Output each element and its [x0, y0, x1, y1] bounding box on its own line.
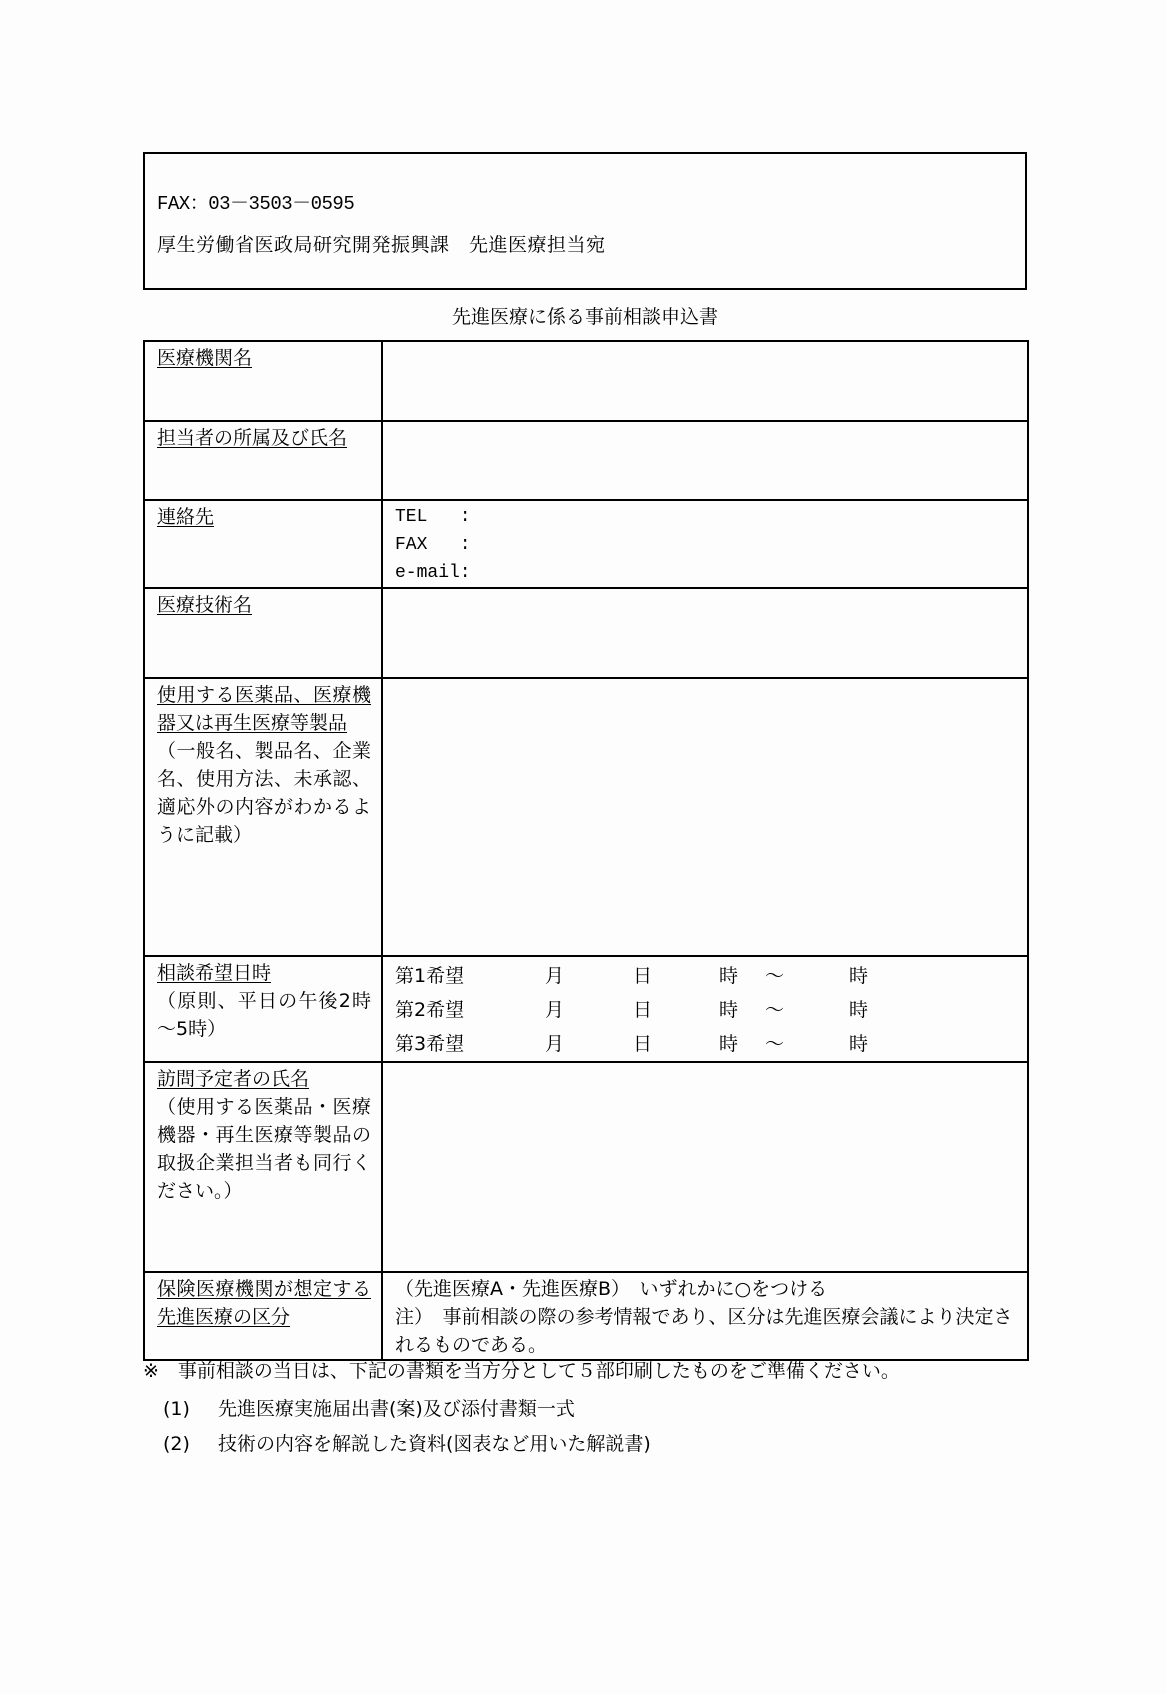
label-cell [144, 678, 382, 956]
consultation-form-table [143, 340, 1029, 1361]
label-cell [144, 588, 382, 678]
preference-row-1[interactable] [395, 959, 1017, 993]
email-field[interactable]: e-mail: [395, 563, 471, 583]
category-footnote: 注） 事前相談の際の参考情報であり、区分は先進医療会議により決定されるものである。 [395, 1306, 1013, 1356]
row-visitors [144, 1062, 1028, 1272]
field-label: 保険医療機関が想定する先進医療の区分 [157, 1278, 371, 1328]
preferred-datetime-cell [382, 956, 1028, 1062]
row-products-used [144, 678, 1028, 956]
fax-number: FAX：03－3503－0595 [157, 193, 355, 215]
preference-label: 第2希望 [395, 999, 465, 1021]
field-label: 訪問予定者の氏名 [157, 1068, 310, 1090]
item-text: 先進医療実施届出書(案)及び添付書類一式 [218, 1398, 575, 1420]
notes-item-1 [163, 1396, 575, 1422]
range-separator: ～ [765, 999, 785, 1021]
label-cell [144, 500, 382, 588]
end-hour-field[interactable]: 時 [849, 965, 869, 987]
technology-name-field[interactable] [382, 588, 1028, 678]
item-number: (1) [163, 1398, 190, 1420]
fax-destination: 厚生労働省医政局研究開発振興課 先進医療担当宛 [157, 234, 606, 256]
fax-field[interactable]: FAX : [395, 535, 471, 555]
row-contact-person [144, 421, 1028, 500]
category-options[interactable]: （先進医療A・先進医療B） いずれかに○をつける [395, 1278, 828, 1300]
day-field[interactable]: 日 [633, 1033, 653, 1055]
category-cell[interactable] [382, 1272, 1028, 1360]
month-field[interactable]: 月 [545, 965, 565, 987]
item-number: (2) [163, 1433, 190, 1455]
preference-label: 第1希望 [395, 965, 465, 987]
label-cell [144, 1272, 382, 1360]
field-label: 担当者の所属及び氏名 [157, 427, 348, 449]
field-label: 医療技術名 [157, 594, 253, 616]
row-preferred-datetime [144, 956, 1028, 1062]
range-separator: ～ [765, 1033, 785, 1055]
start-hour-field[interactable]: 時 [719, 999, 739, 1021]
field-label: 医療機関名 [157, 347, 253, 369]
field-label: 連絡先 [157, 506, 215, 528]
form-title: 先進医療に係る事前相談申込書 [451, 306, 718, 328]
label-cell [144, 421, 382, 500]
preference-label: 第3希望 [395, 1033, 465, 1055]
label-cell [144, 956, 382, 1062]
contact-info-cell [382, 500, 1028, 588]
field-note: （使用する医薬品・医療機器・再生医療等製品の取扱企業担当者も同行ください。） [157, 1096, 371, 1202]
label-cell [144, 1062, 382, 1272]
field-label: 使用する医薬品、医療機器又は再生医療等製品 [157, 684, 371, 734]
preference-row-3[interactable] [395, 1027, 1017, 1061]
products-used-field[interactable] [382, 678, 1028, 956]
end-hour-field[interactable]: 時 [849, 1033, 869, 1055]
tel-field[interactable]: TEL : [395, 507, 471, 527]
preference-row-2[interactable] [395, 993, 1017, 1027]
end-hour-field[interactable]: 時 [849, 999, 869, 1021]
institution-name-field[interactable] [382, 341, 1028, 421]
row-institution-name [144, 341, 1028, 421]
month-field[interactable]: 月 [545, 1033, 565, 1055]
day-field[interactable]: 日 [633, 999, 653, 1021]
range-separator: ～ [765, 965, 785, 987]
notes-main: ※ 事前相談の当日は、下記の書類を当方分として５部印刷したものをご準備ください。 [143, 1360, 900, 1382]
field-label: 相談希望日時 [157, 962, 272, 984]
contact-person-field[interactable] [382, 421, 1028, 500]
field-note: （一般名、製品名、企業名、使用方法、未承認、適応外の内容がわかるように記載） [157, 740, 371, 846]
notes-item-2 [163, 1431, 651, 1457]
row-contact-info [144, 500, 1028, 588]
start-hour-field[interactable]: 時 [719, 965, 739, 987]
row-advanced-medical-category [144, 1272, 1028, 1360]
row-technology-name [144, 588, 1028, 678]
label-cell [144, 341, 382, 421]
item-text: 技術の内容を解説した資料(図表など用いた解説書) [218, 1433, 651, 1455]
visitors-field[interactable] [382, 1062, 1028, 1272]
month-field[interactable]: 月 [545, 999, 565, 1021]
field-note: （原則、平日の午後2時～5時） [157, 990, 371, 1040]
fax-address-box [143, 152, 1027, 290]
day-field[interactable]: 日 [633, 965, 653, 987]
start-hour-field[interactable]: 時 [719, 1033, 739, 1055]
